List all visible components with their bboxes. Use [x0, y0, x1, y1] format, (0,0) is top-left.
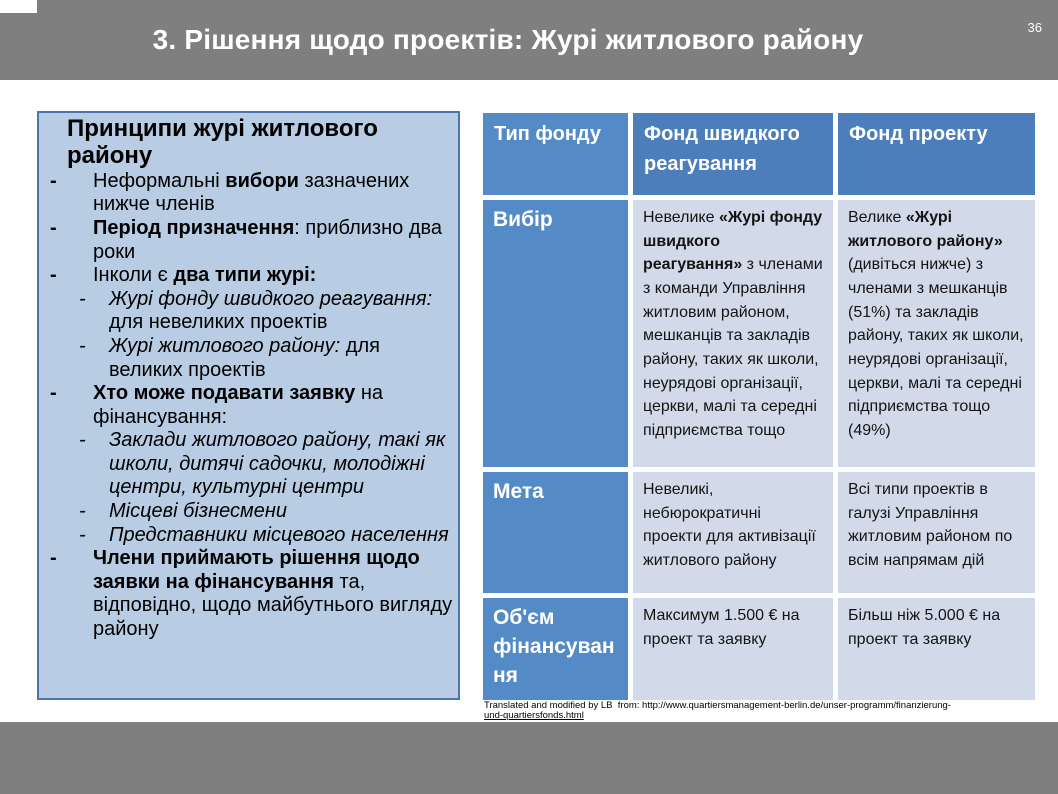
dash-bullet: - [50, 382, 57, 405]
list-item-text: Інколи є два типи журі: [93, 264, 317, 287]
list-item-text: Журі фонду швидкого реагування: для невеликих проектів [109, 287, 433, 334]
table-header-cell-fund-type: Тип фонду [483, 113, 628, 195]
dash-bullet: - [79, 429, 86, 452]
table-cell: Невелике «Журі фонду швидкого реагування» з членами з команди Управління житловим районом, мешканців та закладів району, таких як школи, неурядові організації, церкви, малі та середні підприємства тощо [633, 200, 833, 467]
panel-title: Принципи журі житлового району [67, 115, 378, 169]
list-item [39, 170, 458, 217]
dash-bullet: - [79, 523, 86, 546]
list-item-text: Період призначення: приблизно два роки [93, 216, 443, 263]
list-item [39, 264, 458, 288]
footnote [484, 701, 1040, 722]
corner-box [0, 0, 37, 13]
list-subitem [39, 500, 458, 524]
list-subitem [39, 524, 458, 548]
list-subitem [39, 429, 458, 500]
fund-table [483, 113, 1035, 700]
list-item-text: Заклади житлового району, такі як школи, дитячі садочки, молодіжні центри, культурні центри [109, 429, 446, 499]
row-label-funding-volume: Об'єм фінансування [483, 598, 628, 700]
list-item-text: Члени приймають рішення щодо заявки на фінансування та, відповідно, щодо майбутнього вигляду району [93, 547, 453, 641]
dash-bullet: - [50, 169, 57, 192]
list-subitem [39, 335, 458, 382]
dash-bullet: - [50, 216, 57, 239]
list-item [39, 217, 458, 264]
list-item [39, 547, 458, 641]
footnote-url-tail: und-quartiersfonds.html [484, 710, 584, 722]
list-item [39, 382, 458, 429]
footnote-source-text: Translated and modified by LB from: http://www.quartiersmanagement-berlin.de/unser-programm/finanzierung- [484, 700, 951, 711]
table-cell: Всі типи проектів в галузі Управління житловим районом по всім напрямам дій [838, 472, 1035, 593]
principles-panel [37, 111, 460, 700]
dash-bullet: - [79, 334, 86, 357]
table-cell: Велике «Журі житлового району» (дивіться нижче) з членами з мешканців (51%) та закладів району, таких як школи, неурядові організації, церкви, малі та середні підприємства тощо (49%) [838, 200, 1035, 467]
list-item-text: Місцеві бізнесмени [109, 500, 287, 523]
table-header-cell-project-fund: Фонд проекту [838, 113, 1035, 195]
dash-bullet: - [79, 287, 86, 310]
list-item-text: Хто може подавати заявку на фінансування: [93, 382, 384, 428]
dash-bullet: - [50, 547, 57, 570]
slide-title: 3. Рішення щодо проектів: Журі житлового району [152, 24, 864, 55]
list-item-text: Представники місцевого населення [109, 523, 449, 546]
list-item-text: Неформальні вибори зазначених нижче членів [93, 169, 410, 216]
table-cell: Максимум 1.500 € на проект та заявку [633, 598, 833, 700]
table-cell: Більш ніж 5.000 € на проект та заявку [838, 598, 1035, 700]
table-header-cell-rapid-fund: Фонд швидкого реагування [633, 113, 833, 195]
dash-bullet: - [79, 500, 86, 523]
dash-bullet: - [50, 264, 57, 287]
list-subitem [39, 288, 458, 335]
page-number: 36 [1027, 20, 1042, 35]
table-cell: Невеликі, небюрократичні проекти для активізації житлового району [633, 472, 833, 593]
row-label-goal: Мета [483, 472, 628, 593]
list-item-text: Журі житлового району: для великих проектів [109, 334, 380, 381]
header-bar [0, 0, 1058, 80]
footer-bar [0, 722, 1058, 794]
row-label-selection: Вибір [483, 200, 628, 467]
